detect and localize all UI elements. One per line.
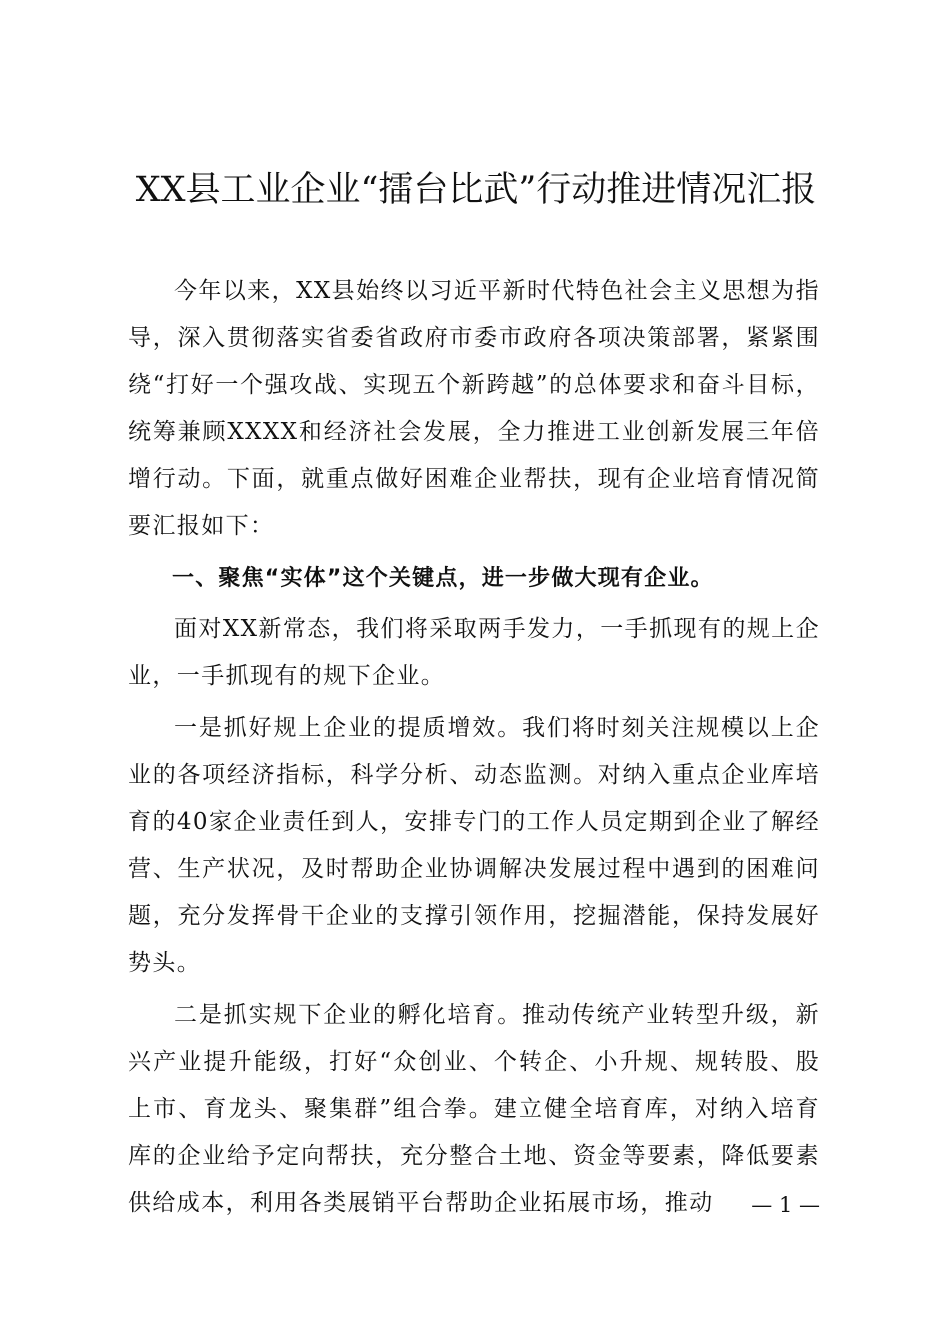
section-intro-paragraph: 面对XX新常态，我们将采取两手发力，一手抓现有的规上企业，一手抓现有的规下企业。 xyxy=(128,616,820,689)
point-one-paragraph: 一是抓好规上企业的提质增效。我们将时刻关注规模以上企业的各项经济指标，科学分析、动态监测。对纳入重点企业库培育的40家企业责任到人，安排专门的工作人员定期到企业了解经营、生产状况，及时帮助企业协调解决发展过程中遇到的困难问题，充分发挥骨干企业的支撑引领作用，挖掘潜能，保持发展好势头。 xyxy=(128,715,820,976)
page-number: — 1 — xyxy=(751,1193,820,1217)
intro-paragraph: 今年以来，XX县始终以习近平新时代特色社会主义思想为指导，深入贯彻落实省委省政府市委市政府各项决策部署，紧紧围绕“打好一个强攻战、实现五个新跨越”的总体要求和奋斗目标，统筹兼顾XXXX和经济社会发展，全力推进工业创新发展三年倍增行动。下面，就重点做好困难企业帮扶，现有企业培育情况简要汇报如下： xyxy=(128,278,820,539)
point-two-paragraph: 二是抓实规下企业的孵化培育。推动传统产业转型升级，新兴产业提升能级，打好“众创业、个转企、小升规、规转股、股上市、育龙头、聚集群”组合拳。建立健全培育库，对纳入培育库的企业给予定向帮扶，充分整合土地、资金等要素，降低要素供给成本，利用各类展销平台帮助企业拓展市场，推动 xyxy=(128,1002,820,1216)
section-heading: 一、聚焦“实体”这个关键点，进一步做大现有企业。 xyxy=(172,566,714,591)
document-title: XX县工业企业“擂台比武”行动推进情况汇报 xyxy=(135,170,817,210)
document-body xyxy=(128,268,820,1232)
